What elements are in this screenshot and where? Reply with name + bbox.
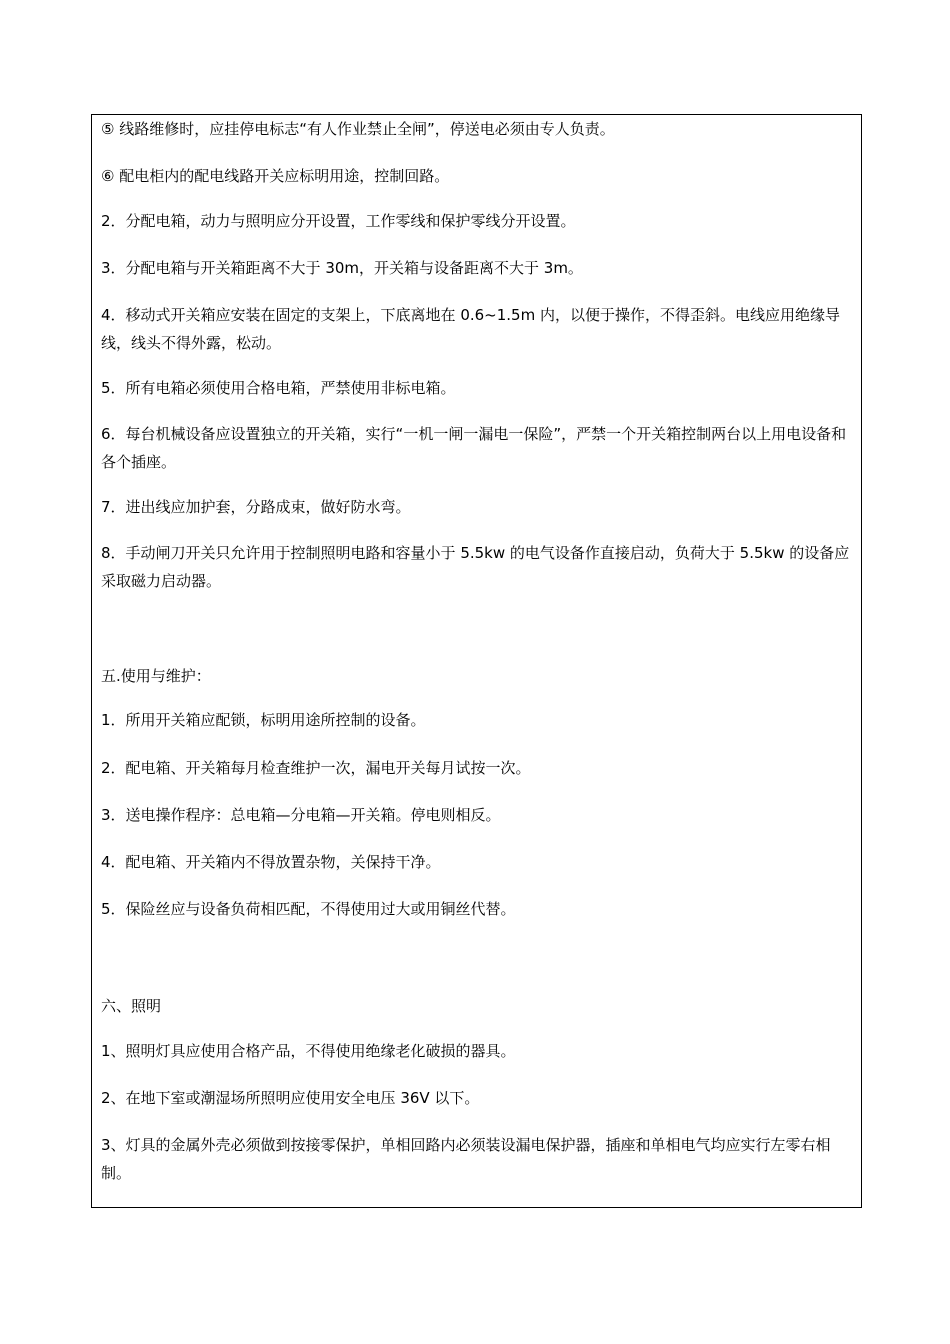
paragraph-grounding: 3、灯具的金属外壳必须做到按接零保护，单相回路内必须装设漏电保护器，插座和单相电气均应实行左零右相制。 [101, 1136, 831, 1182]
paragraph-independent-switch-box: 6．每台机械设备应设置独立的开关箱，实行“一机一闸一漏电一保险”，严禁一个开关箱控制两台以上用电设备和各个插座。 [101, 425, 847, 471]
paragraph-box-distance: 3．分配电箱与开关箱距离不大于 30m，开关箱与设备距离不大于 3m。 [101, 259, 583, 277]
paragraph-sub-distribution-box: 2．分配电箱，动力与照明应分开设置，工作零线和保护零线分开设置。 [101, 212, 576, 230]
paragraph-circuit-maintenance: ⑤ 线路维修时，应挂停电标志“有人作业禁止全闸”，停送电必须由专人负责。 [101, 120, 615, 138]
paragraph-qualified-boxes: 5．所有电箱必须使用合格电箱，严禁使用非标电箱。 [101, 379, 456, 397]
paragraph-safe-voltage: 2、在地下室或潮湿场所照明应使用安全电压 36V 以下。 [101, 1089, 480, 1107]
paragraph-lighting-fixtures: 1、照明灯具应使用合格产品，不得使用绝缘老化破损的器具。 [101, 1042, 516, 1060]
paragraph-keep-clean: 4．配电箱、开关箱内不得放置杂物，关保持干净。 [101, 853, 441, 871]
paragraph-monthly-inspection: 2．配电箱、开关箱每月检查维护一次，漏电开关每月试按一次。 [101, 759, 531, 777]
paragraph-fuse: 5．保险丝应与设备负荷相匹配，不得使用过大或用铜丝代替。 [101, 900, 516, 918]
paragraph-distribution-cabinet: ⑥ 配电柜内的配电线路开关应标明用途，控制回路。 [101, 167, 450, 185]
paragraph-locks: 1．所用开关箱应配锁，标明用途所控制的设备。 [101, 711, 426, 729]
paragraph-knife-switch: 8．手动闸刀开关只允许用于控制照明电路和容量小于 5.5kw 的电气设备作直接启动，负荷大于 5.5kw 的设备应采取磁力启动器。 [101, 544, 850, 590]
section-heading-lighting: 六、照明 [101, 997, 162, 1015]
paragraph-cable-protection: 7．进出线应加护套，分路成束，做好防水弯。 [101, 498, 411, 516]
section-heading-use-maintenance: 五.使用与维护： [101, 667, 211, 685]
paragraph-power-sequence: 3．送电操作程序：总电箱—分电箱—开关箱。停电则相反。 [101, 806, 501, 824]
paragraph-mobile-switch-box: 4．移动式开关箱应安装在固定的支架上，下底离地在 0.6~1.5m 内，以便于操作，不得歪斜。电线应用绝缘导线，线头不得外露，松动。 [101, 306, 840, 352]
